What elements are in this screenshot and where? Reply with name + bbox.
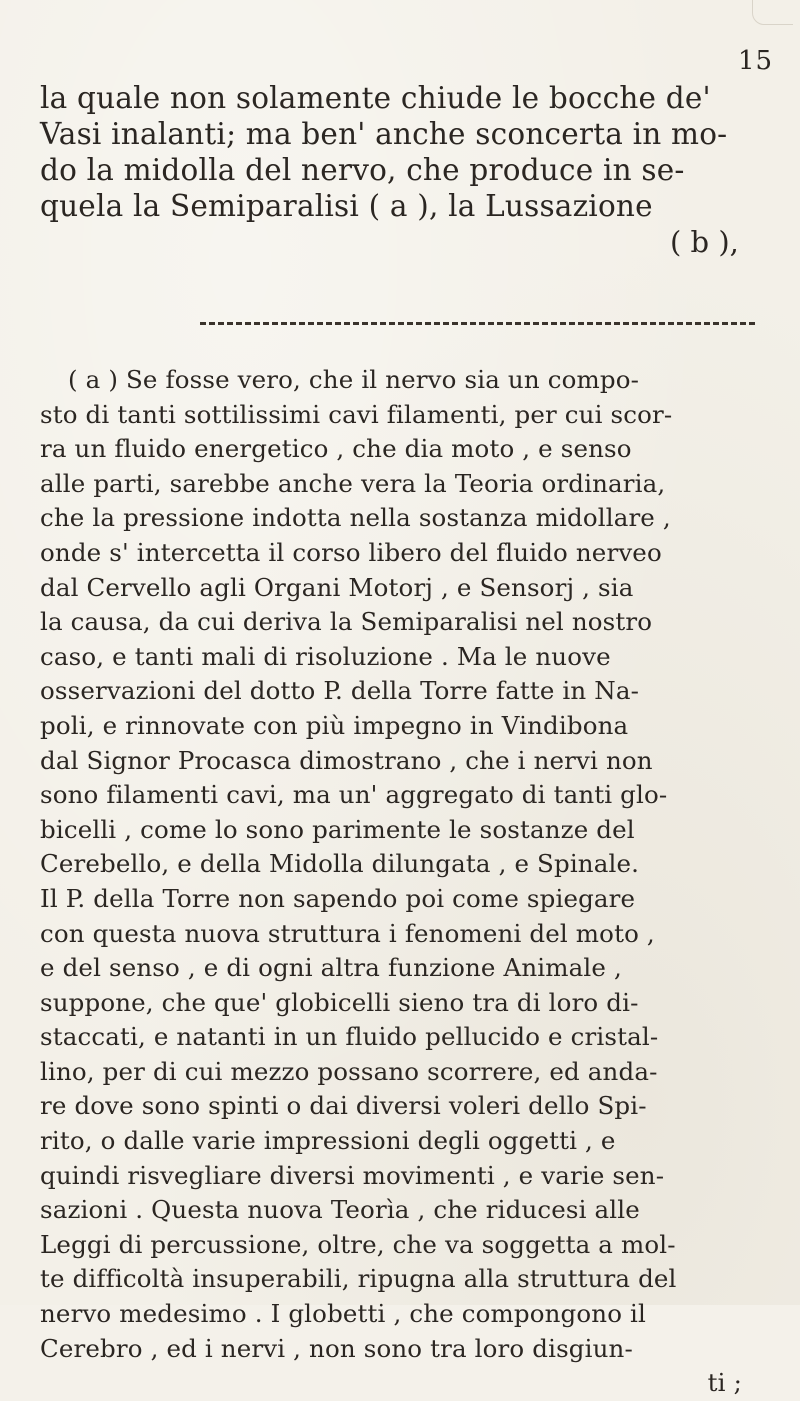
paper-fold-mark: [752, 0, 793, 25]
footnote-line: suppone, che que' globicelli sieno tra di loro di-: [40, 987, 639, 1017]
footnote-line: lino, per di cui mezzo possano scorrere, ed anda-: [40, 1056, 658, 1086]
footnote-line: e del senso , e di ogni altra funzione Animale ,: [40, 953, 622, 983]
footnote-line: Cerebello, e della Midolla dilungata , e Spinale.: [40, 849, 640, 879]
footnote-line: osservazioni del dotto P. della Torre fatte in Na-: [40, 676, 640, 706]
page-number: 15: [738, 46, 774, 76]
footnote-block: [40, 363, 764, 1401]
main-text-line: la quale non solamente chiude le bocche de': [40, 81, 711, 115]
main-text-block: [40, 80, 760, 224]
footnote-line: Il P. della Torre non sapendo poi come spiegare: [40, 883, 636, 913]
footnote-line: sto di tanti sottilissimi cavi filamenti, per cui scor-: [40, 399, 673, 429]
footnote-line: quindi risvegliare diversi movimenti , e varie sen-: [40, 1160, 665, 1190]
footnote-line: nervo medesimo . I globetti , che compongono il: [40, 1299, 647, 1329]
footnote-line: dal Signor Procasca dimostrano , che i nervi non: [40, 745, 653, 775]
footnote-line: poli, e rinnovate con più impegno in Vindibona: [40, 710, 629, 740]
footnote-line: staccati, e natanti in un fluido pellucido e cristal-: [40, 1022, 659, 1052]
footnote-line: con questa nuova struttura i fenomeni del moto ,: [40, 918, 655, 948]
footnote-line: bicelli , come lo sono parimente le sostanze del: [40, 814, 635, 844]
footnote-line: onde s' intercetta il corso libero del fluido nerveo: [40, 537, 662, 567]
footnote-line: alle parti, sarebbe anche vera la Teoria ordinaria,: [40, 468, 666, 498]
footnote-line: caso, e tanti mali di risoluzione . Ma le nuove: [40, 641, 611, 671]
catchword: ( b ),: [670, 225, 739, 259]
footnote-line: Leggi di percussione, oltre, che va soggetta a mol-: [40, 1229, 676, 1259]
footnote-line: dal Cervello agli Organi Motorj , e Sensorj , sia: [40, 572, 634, 602]
main-text-line: quela la Semiparalisi ( a ), la Lussazione: [40, 189, 653, 223]
footnote-line: la causa, da cui deriva la Semiparalisi nel nostro: [40, 607, 653, 637]
footnote-catchword: ti ;: [707, 1368, 742, 1398]
main-text-line: Vasi inalanti; ma ben' anche sconcerta in mo-: [40, 117, 728, 151]
footnote-line: rito, o dalle varie impressioni degli oggetti , e: [40, 1126, 616, 1156]
footnote-line: te difficoltà insuperabili, ripugna alla struttura del: [40, 1264, 677, 1294]
footnote-line: sazioni . Questa nuova Teorìa , che riducesi alle: [40, 1195, 640, 1225]
footnote-separator-rule: [200, 322, 755, 325]
footnote-line: re dove sono spinti o dai diversi voleri dello Spi-: [40, 1091, 647, 1121]
footnote-line: ra un fluido energetico , che dia moto , e senso: [40, 434, 632, 464]
footnote-line: sono filamenti cavi, ma un' aggregato di tanti glo-: [40, 780, 668, 810]
footnote-line: ( a ) Se fosse vero, che il nervo sia un compo-: [68, 365, 640, 394]
main-text-line: do la midolla del nervo, che produce in se-: [40, 153, 685, 187]
footnote-line: che la pressione indotta nella sostanza midollare ,: [40, 503, 671, 533]
footnote-line: Cerebro , ed i nervi , non sono tra loro disgiun-: [40, 1333, 633, 1363]
